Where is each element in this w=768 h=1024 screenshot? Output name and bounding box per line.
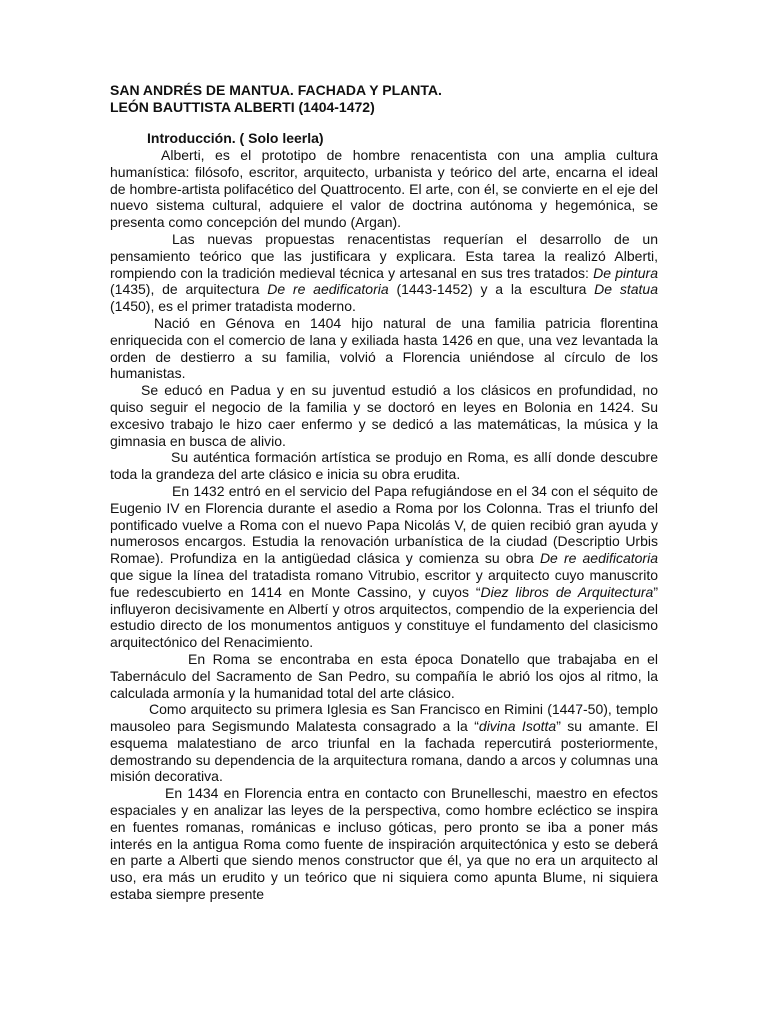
paragraph-3: Nació en Génova en 1404 hijo natural de una familia patricia florentina enriquecida con el comercio de lana y exiliada hasta 1426 en que, una vez levantada la orden de destierro a su familia, volvió a Florencia uniéndose al círculo de los humanistas. (110, 314, 658, 382)
treatise-title-de-re-aedificatoria: De re aedificatoria (267, 281, 389, 298)
treatise-title-de-re-aedificatoria-2: De re aedificatoria (539, 550, 658, 567)
treatise-title-de-statua: De statua (594, 281, 658, 298)
paragraph-2-text-d: (1450), es el primer tratadista moderno. (110, 298, 356, 315)
paragraph-8-text-a: Como arquitecto su primera Iglesia es San Francisco en Rimini (1447-50), templo mausoleo para Segismundo Malatesta consagrado a la “ (110, 701, 658, 735)
document-subtitle: LEÓN BAUTTISTA ALBERTI (1404-1472) (110, 99, 375, 115)
paragraph-6-text-b: que sigue la línea del tratadista romano Vitrubio, escritor y arquitecto cuyo manuscrito fue redescubierto en 1414 en Monte Cassino, y cuyos “ (110, 566, 658, 600)
paragraph-7: En Roma se encontraba en esta época Donatello que trabajaba en el Tabernáculo del Sacramento de San Pedro, su compañía le abrió los ojos al ritmo, la calculada armonía y la humanidad total del arte clásico. (110, 650, 658, 701)
paragraph-9: En 1434 en Florencia entra en contacto con Brunelleschi, maestro en efectos espaciales y en analizar las leyes de la perspectiva, como hombre ecléctico se inspira en fuentes romanas, románicas e incluso góticas, pero pronto se iba a poner más interés en la antigua Roma como fuente de inspiración arquitectónica y esto se deberá en parte a Alberti que siendo menos constructor que él, ya que no era un arquitecto al uso, era más un erudito y un teórico que ni siquiera como apunta Blume, ni siquiera estaba siempre presente (110, 785, 658, 903)
treatise-title-de-pintura: De pintura (593, 264, 658, 281)
paragraph-6 (110, 483, 658, 651)
paragraph-1: Alberti, es el prototipo de hombre renacentista con una amplia cultura humanística: filósofo, escritor, arquitecto, urbanista y teórico del arte, encarna el ideal de hombre-artista polifacético del Quattrocento. El arte, con él, se convierte en el eje del nuevo sistema cultural, adquiere el valor de doctrina autónoma y hegemónica, se presenta como concepción del mundo (Argan). (110, 147, 658, 231)
book-title-diez-libros: Diez libros de Arquitectura (480, 583, 654, 600)
paragraph-2-text-a: Las nuevas propuestas renacentistas requerían el desarrollo de un pensamiento teórico que las justificara y explicara. Esta tarea la realizó Alberti, rompiendo con la tradición medieval técnica y artesanal en sus tres tratados: (110, 230, 658, 281)
section-heading: Introducción. ( Solo leerla) (147, 130, 324, 146)
paragraph-2-text-b: (1435), de arquitectura (110, 281, 268, 298)
paragraph-8 (110, 701, 658, 785)
paragraph-8-text-b: ” su amante. El esquema malatestiano de arco triunfal en la fachada repercutirá posteriormente, demostrando su dependencia de la arquitectura romana, dando a arcos y columnas una misión decorativa. (110, 718, 659, 785)
paragraph-2-text-c: (1443-1452) y a la escultura (388, 281, 595, 298)
document-title: SAN ANDRÉS DE MANTUA. FACHADA Y PLANTA. (110, 82, 442, 98)
divina-isotta: divina Isotta (478, 718, 557, 735)
paragraph-6-text-a: En 1432 entró en el servicio del Papa refugiándose en el 34 con el séquito de Eugenio IV en Florencia durante el asedio a Roma por los Colonna. Tras el triunfo del pontificado vuelve a Roma con el nuevo Papa Nicolás V, de quien recibió gran ayuda y numerosos encargos. Estudia la renovación urbanística de la ciudad (Descriptio Urbis Romae). Profundiza en la antigüedad clásica y comienza su obra (110, 482, 658, 567)
paragraph-5: Su auténtica formación artística se produjo en Roma, es allí donde descubre toda la grandeza del arte clásico e inicia su obra erudita. (110, 449, 658, 483)
paragraph-4: Se educó en Padua y en su juventud estudió a los clásicos en profundidad, no quiso seguir el negocio de la familia y se doctoró en leyes en Bolonia en 1424. Su excesivo trabajo le hizo caer enfermo y se dedicó a las matemáticas, la música y la gimnasia en busca de alivio. (110, 382, 658, 449)
document-body (110, 147, 658, 903)
paragraph-2 (110, 231, 658, 315)
paragraph-6-text-c: ” influyeron decisivamente en Albertí y otros arquitectos, compendio de la experiencia del estudio directo de los monumentos antiguos y constituye el fundamento del clasicismo arquitectónico del Renacimiento. (110, 583, 658, 651)
